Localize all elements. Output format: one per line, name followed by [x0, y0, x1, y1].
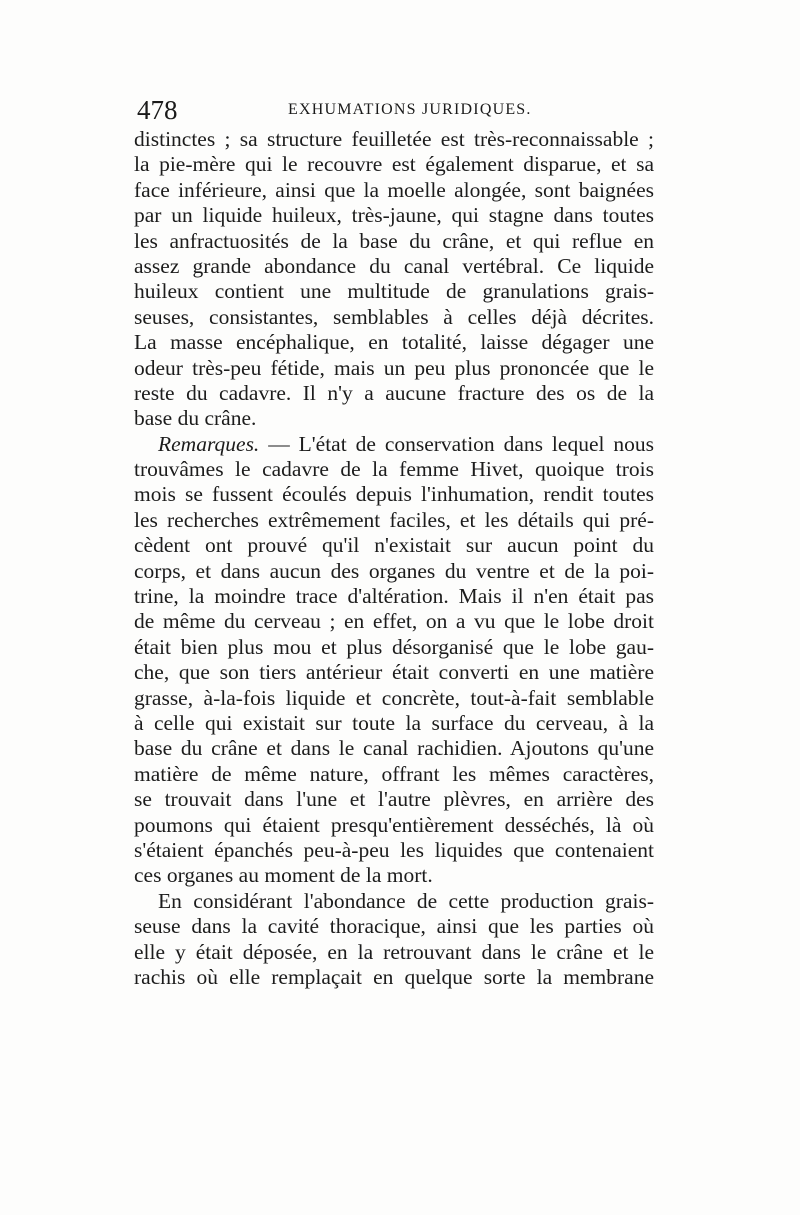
text-line: trouvâmes le cadavre de la femme Hivet, quoique trois	[134, 457, 654, 482]
text-line: à celle qui existait sur toute la surface du cerveau, à la	[134, 710, 654, 735]
text-line: trine, la moindre trace d'altération. Mais il n'en était pas	[134, 584, 654, 609]
text-line: se trouvait dans l'une et l'autre plèvres, en arrière des	[134, 787, 654, 812]
text-line: assez grande abondance du canal vertébral. Ce liquide	[134, 253, 654, 278]
text-line: La masse encéphalique, en totalité, laisse dégager une	[134, 330, 654, 355]
remarques-first-line: — L'état de conservation dans lequel nous	[259, 431, 654, 456]
paragraph-continuation	[134, 127, 654, 432]
text-line	[134, 432, 654, 457]
text-line: grasse, à-la-fois liquide et concrète, tout-à-fait semblable	[134, 685, 654, 710]
text-line: les recherches extrêmement faciles, et les détails qui pré-	[134, 507, 654, 532]
running-title: EXHUMATIONS JURIDIQUES.	[288, 101, 532, 118]
text-line: En considérant l'abondance de cette production grais-	[158, 888, 654, 913]
text-line: cèdent ont prouvé qu'il n'existait sur aucun point du	[134, 533, 654, 558]
text-line: face inférieure, ainsi que la moelle alongée, sont baignées	[134, 177, 654, 202]
text-line: ces organes au moment de la mort.	[134, 863, 433, 888]
page-number: 478	[137, 95, 178, 125]
text-line: reste du cadavre. Il n'y a aucune fracture des os de la	[134, 380, 654, 405]
text-line: distinctes ; sa structure feuilletée est très-reconnaissable ;	[134, 127, 654, 151]
text-line: odeur très-peu fétide, mais un peu plus prononcée que le	[134, 355, 654, 380]
text-line: matière de même nature, offrant les mêmes caractères,	[134, 761, 654, 786]
text-line: che, que son tiers antérieur était converti en une matière	[134, 660, 654, 685]
body-text	[134, 127, 654, 990]
remarques-label: Remarques.	[158, 431, 260, 456]
text-line: s'étaient épanchés peu-à-peu les liquides que contenaient	[134, 837, 654, 862]
text-line: seuse dans la cavité thoracique, ainsi que les parties où	[134, 914, 654, 939]
page-header	[137, 94, 657, 126]
text-line: base du crâne et dans le canal rachidien. Ajoutons qu'une	[134, 736, 654, 761]
text-line: base du crâne.	[134, 406, 257, 431]
text-line: corps, et dans aucun des organes du ventre et de la poi-	[134, 558, 654, 583]
text-line: poumons qui étaient presqu'entièrement desséchés, là où	[134, 812, 654, 837]
text-line: seuses, consistantes, semblables à celles déjà décrites.	[134, 304, 654, 329]
text-line: par un liquide huileux, très-jaune, qui stagne dans toutes	[134, 203, 654, 228]
text-line: était bien plus mou et plus désorganisé que le lobe gau-	[134, 634, 654, 659]
text-line: mois se fussent écoulés depuis l'inhumation, rendit toutes	[134, 482, 654, 507]
text-line: elle y était déposée, en la retrouvant dans le crâne et le	[134, 939, 654, 964]
paragraph-considerant	[134, 889, 654, 991]
text-line: de même du cerveau ; en effet, on a vu que le lobe droit	[134, 609, 654, 634]
text-line: la pie-mère qui le recouvre est également disparue, et sa	[134, 152, 654, 177]
text-line: huileux contient une multitude de granulations grais-	[134, 279, 654, 304]
text-line: les anfractuosités de la base du crâne, et qui reflue en	[134, 228, 654, 253]
text-line: rachis où elle remplaçait en quelque sorte la membrane	[134, 964, 654, 989]
paragraph-remarques	[134, 432, 654, 889]
